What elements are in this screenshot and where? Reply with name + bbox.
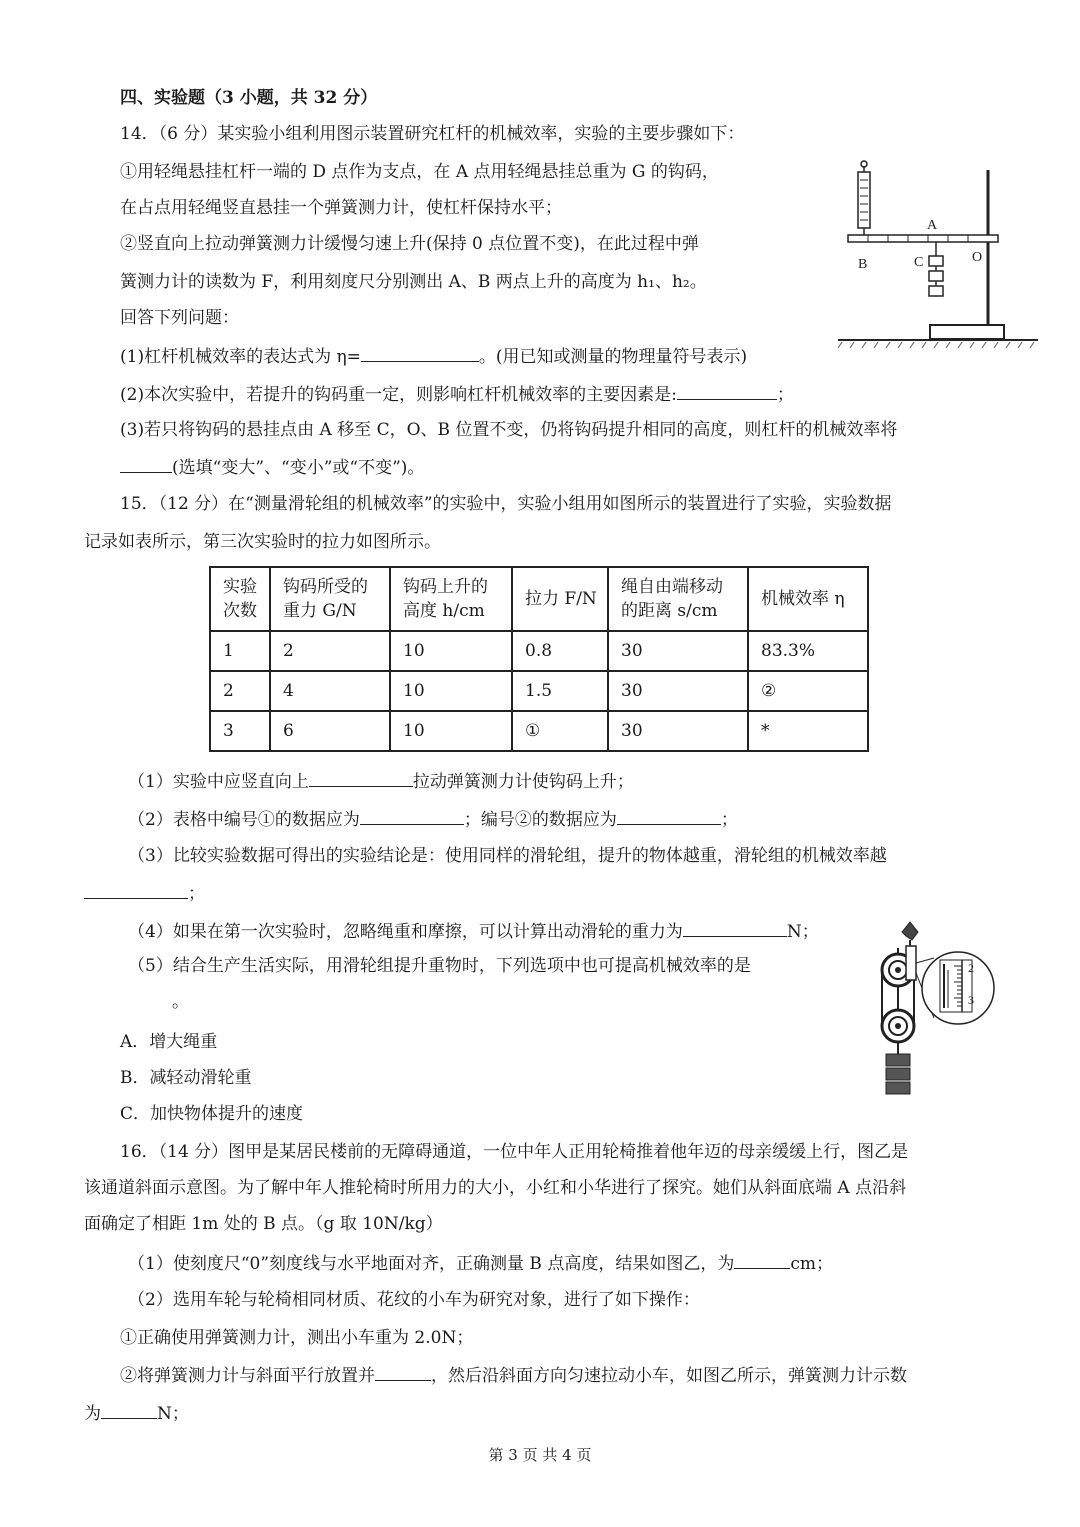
q14-q2-blank[interactable] (677, 381, 777, 400)
q15-sub-5-end: 。 (172, 992, 189, 1012)
table-cell: 10 (390, 671, 512, 711)
q15-sub-3: （3）比较实验数据可得出的实验结论是：使用同样的滑轮组，提升的物体越重，滑轮组的机械效率越 (128, 846, 887, 866)
q15-s2-suffix: ； (720, 810, 738, 830)
q15-s3-blank[interactable] (84, 880, 188, 899)
experiment-data-table (209, 566, 869, 752)
label-c: C (914, 255, 924, 270)
q14-q2-suffix: ； (776, 385, 794, 405)
q14-intro: 14．（6 分）某实验小组利用图示装置研究杠杆的机械效率，实验的主要步骤如下： (120, 124, 745, 144)
q14-q1-suffix: 。(用已知或测量的物理量符号表示) (478, 347, 748, 367)
q15-intro-a: 15．（12 分）在“测量滑轮组的机械效率”的实验中，实验小组用如图所示的装置进行了实验，实验数据 (120, 494, 892, 514)
q14-q3-blank[interactable] (120, 454, 172, 473)
q14-answer-prompt: 回答下列问题： (120, 308, 239, 328)
q15-s1-suffix: 拉动弹簧测力计使钩码上升； (412, 772, 634, 792)
q16-intro-c: 面确定了相距 1m 处的 B 点。（g 取 10N/kg） (84, 1214, 443, 1234)
q15-s3-suffix: ； (188, 884, 205, 904)
table-cell: 2 (270, 631, 390, 671)
table-row (210, 671, 868, 711)
table-cell: 83.3% (748, 631, 868, 671)
q14-step2b: 簧测力计的读数为 F，利用刻度尺分别测出 A、B 两点上升的高度为 h₁、h₂。 (120, 272, 707, 292)
q15-option-b: B．减轻动滑轮重 (120, 1068, 252, 1088)
q14-question-3b (120, 454, 424, 480)
q16-intro-b: 该通道斜面示意图。为了解中年人推轮椅时所用力的大小，小红和小华进行了探究。她们从斜面底端 A 点沿斜 (84, 1178, 907, 1198)
q14-step1a: ①用轻绳悬挂杠杆一端的 D 点作为支点，在 A 点用轻绳悬挂总重为 G 的钩码， (120, 162, 719, 182)
q15-s4-prefix: （4）如果在第一次实验时，忽略绳重和摩擦，可以计算出动滑轮的重力为 (128, 922, 683, 942)
label-b: B (858, 257, 868, 272)
table-cell: 4 (270, 671, 390, 711)
label-a: A (927, 218, 938, 233)
table-row (210, 631, 868, 671)
lever-apparatus-figure (838, 160, 1038, 348)
q15-sub-3-cont (84, 880, 205, 906)
q14-question-2 (120, 381, 794, 407)
section-title: 四、实验题（3 小题，共 32 分） (120, 88, 378, 108)
table-cell: ① (512, 711, 608, 751)
q15-option-c: C．加快物体提升的速度 (120, 1104, 304, 1124)
q15-option-a: A．增大绳重 (120, 1032, 218, 1052)
table-cell: 10 (390, 631, 512, 671)
q15-s2-blank-2[interactable] (617, 806, 721, 825)
label-o: O (972, 250, 983, 265)
q14-q1-blank[interactable] (361, 343, 479, 362)
q14-q3-suffix: (选填“变大”、“变小”或“不变”)。 (172, 458, 425, 478)
q15-s4-blank[interactable] (683, 918, 787, 937)
q15-s4-suffix: N； (786, 922, 819, 942)
q14-question-1 (120, 343, 747, 369)
table-cell: 6 (270, 711, 390, 751)
q15-s1-prefix: （1）实验中应竖直向上 (128, 772, 309, 792)
q16-op2b-prefix: 为 (84, 1404, 101, 1424)
table-header-row (210, 567, 868, 631)
q16-op-1: ①正确使用弹簧测力计，测出小车重为 2.0N； (120, 1328, 474, 1348)
q15-s2-prefix: （2）表格中编号①的数据应为 (128, 810, 360, 830)
table-header-cell: 拉力 F/N (512, 567, 608, 631)
q14-step1b: 在占点用轻绳竖直悬挂一个弹簧测力计，使杠杆保持水平； (120, 198, 562, 218)
q14-question-3a: (3)若只将钩码的悬挂点由 A 移至 C，O、B 位置不变，仍将钩码提升相同的高度，则杠杆的机械效率将 (120, 420, 898, 440)
q16-op-2-cont (84, 1400, 189, 1426)
q15-intro-b: 记录如表所示，第三次实验时的拉力如图所示。 (84, 532, 441, 552)
q16-op2b-blank[interactable] (101, 1400, 157, 1419)
q16-op2-prefix: ②将弹簧测力计与斜面平行放置并 (120, 1366, 375, 1386)
q16-intro-a: 16．（14 分）图甲是某居民楼前的无障碍通道，一位中年人正用轮椅推着他年迈的母亲缓缓上行，图乙是 (120, 1142, 909, 1162)
scale-label-2: 2 (968, 961, 974, 975)
table-cell: 30 (608, 711, 748, 751)
scale-label-3: 3 (968, 993, 974, 1007)
table-cell: 1 (210, 631, 270, 671)
table-header-cell: 机械效率 η (748, 567, 868, 631)
table-header-cell: 绳自由端移动 的距离 s/cm (608, 567, 748, 631)
table-header-cell: 钩码所受的 重力 G/N (270, 567, 390, 631)
table-row (210, 711, 868, 751)
q16-s1-suffix: cm； (790, 1254, 833, 1274)
table-header-cell: 实验 次数 (210, 567, 270, 631)
table-cell: 2 (210, 671, 270, 711)
q15-sub-5: （5）结合生产生活实际，用滑轮组提升重物时，下列选项中也可提高机械效率的是 (128, 956, 751, 976)
table-header-cell: 钩码上升的 高度 h/cm (390, 567, 512, 631)
table-cell: 1.5 (512, 671, 608, 711)
q15-s2-mid: ；编号②的数据应为 (463, 810, 617, 830)
table-cell: 0.8 (512, 631, 608, 671)
q16-op2-blank[interactable] (375, 1362, 431, 1381)
table-cell: * (748, 711, 868, 751)
q16-op2b-suffix: N； (157, 1404, 189, 1424)
q14-q1-prefix: (1)杠杆机械效率的表达式为 η= (120, 347, 361, 367)
table-cell: 30 (608, 671, 748, 711)
q15-sub-2 (128, 806, 738, 832)
q15-sub-4 (128, 918, 819, 944)
q15-s2-blank-1[interactable] (360, 806, 464, 825)
q15-s1-blank[interactable] (309, 768, 413, 787)
q16-op-2 (120, 1362, 907, 1388)
table-cell: ② (748, 671, 868, 711)
q16-op2-suffix: ，然后沿斜面方向匀速拉动小车，如图乙所示，弹簧测力计示数 (431, 1366, 907, 1386)
pulley-block-figure (866, 918, 996, 1098)
q15-sub-1 (128, 768, 634, 794)
q14-step2a: ②竖直向上拉动弹簧测力计缓慢匀速上升(保持 0 点位置不变)，在此过程中弹 (120, 234, 699, 254)
q16-s1-prefix: （1）使刻度尺“0”刻度线与水平地面对齐，正确测量 B 点高度，结果如图乙，为 (128, 1254, 735, 1274)
q16-s1-blank[interactable] (734, 1250, 790, 1269)
page-footer: 第 3 页 共 4 页 (488, 1446, 592, 1464)
table-cell: 3 (210, 711, 270, 751)
q16-sub-2: （2）选用车轮与轮椅相同材质、花纹的小车为研究对象，进行了如下操作： (128, 1290, 700, 1310)
table-cell: 30 (608, 631, 748, 671)
q14-q2-prefix: (2)本次实验中，若提升的钩码重一定，则影响杠杆机械效率的主要因素是: (120, 385, 677, 405)
table-cell: 10 (390, 711, 512, 751)
q16-sub-1 (128, 1250, 833, 1276)
